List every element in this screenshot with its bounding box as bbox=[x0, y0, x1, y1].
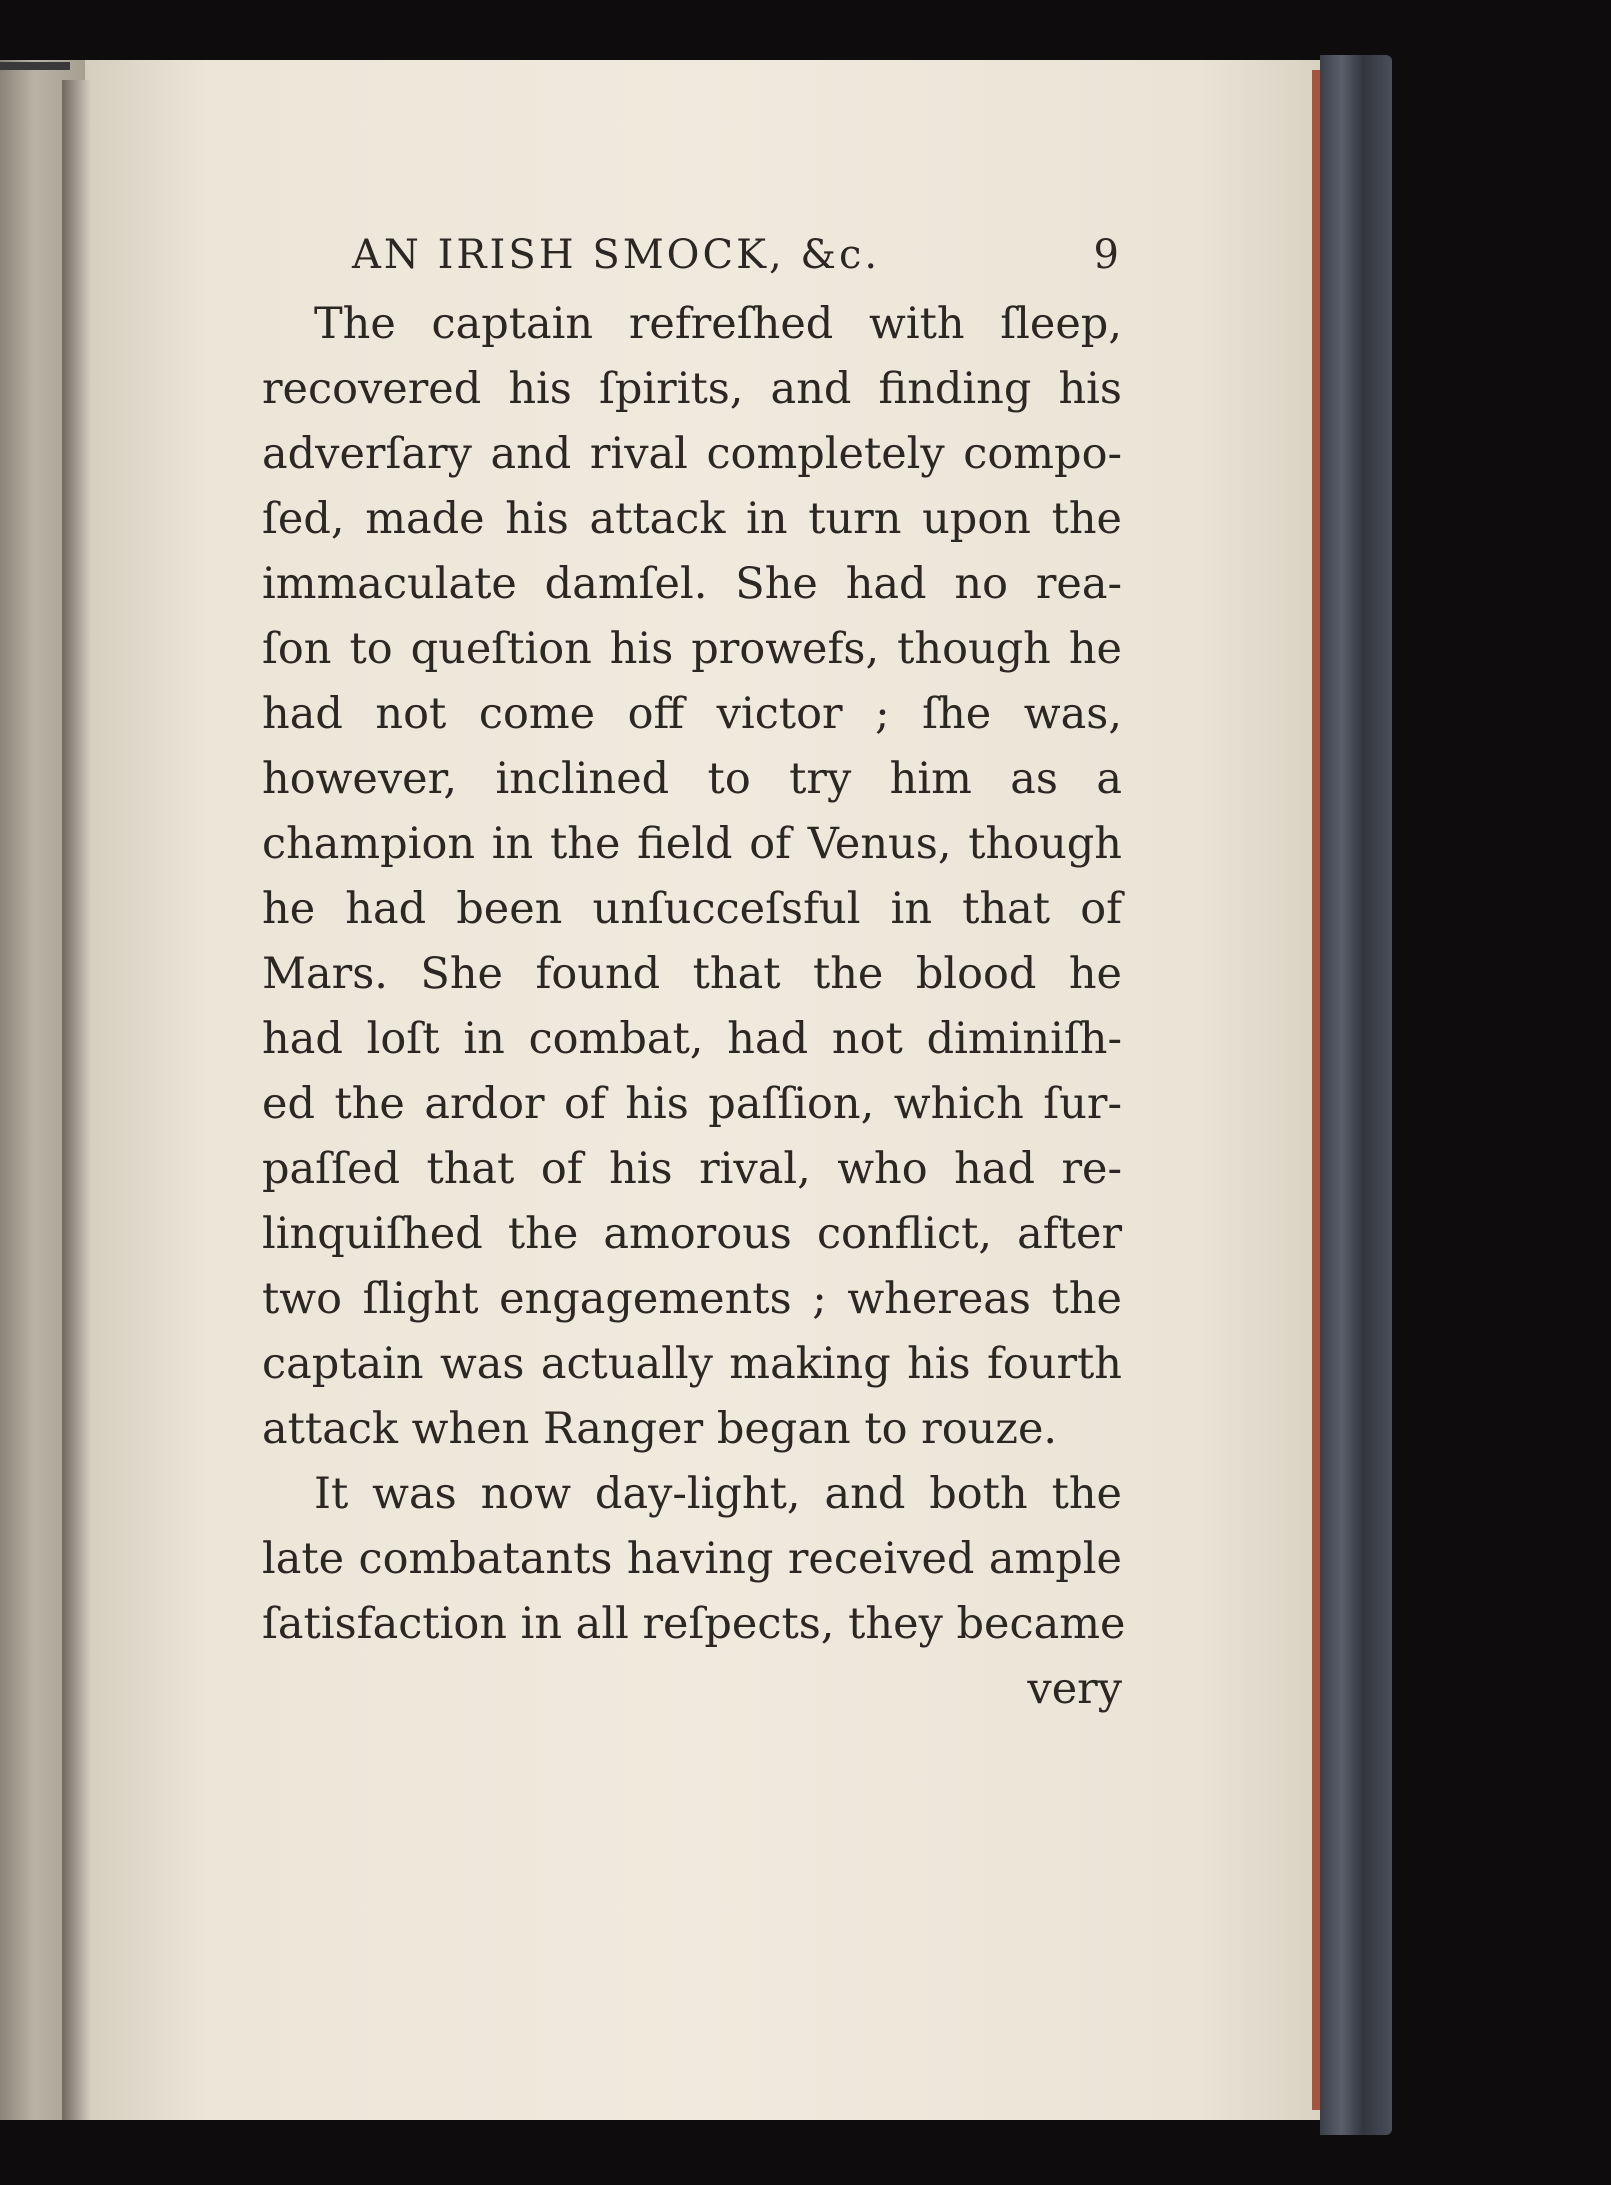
page-number: 9 bbox=[1093, 232, 1122, 278]
text-line: ſatisfaction in all reſpects, they became bbox=[262, 1599, 1126, 1649]
text-line: late combatants having received ample bbox=[262, 1534, 1122, 1584]
left-page-edge bbox=[0, 62, 70, 70]
text-line: immaculate damſel. She had no rea- bbox=[262, 559, 1122, 609]
text-line: recovered his ſpirits, and finding his bbox=[262, 364, 1122, 414]
text-line: ed the ardor of his paſſion, which ſur- bbox=[262, 1079, 1122, 1129]
text-line: champion in the field of Venus, though bbox=[262, 819, 1122, 869]
text-line: The captain refreſhed with ſleep, bbox=[314, 299, 1122, 349]
text-line: had not come off victor ; ſhe was, bbox=[262, 689, 1122, 739]
running-head-title: AN IRISH SMOCK, &c. bbox=[352, 232, 881, 278]
text-line: linquiſhed the amorous conflict, after bbox=[262, 1209, 1122, 1259]
text-line: It was now day-light, and both the bbox=[314, 1469, 1122, 1519]
book-gutter bbox=[62, 80, 92, 2120]
text-line: ſon to queſtion his prowefs, though he bbox=[262, 624, 1122, 674]
text-line: captain was actually making his fourth bbox=[262, 1339, 1122, 1389]
page-text bbox=[262, 220, 1126, 1722]
text-line: adverſary and rival completely compo- bbox=[262, 429, 1122, 479]
text-line: attack when Ranger began to rouze. bbox=[262, 1404, 1058, 1454]
book-cover-board bbox=[1320, 55, 1392, 2135]
running-head bbox=[262, 220, 1122, 290]
text-line: Mars. She found that the blood he bbox=[262, 949, 1122, 999]
text-line: paſſed that of his rival, who had re- bbox=[262, 1144, 1122, 1194]
text-line: had loſt in combat, had not diminiſh- bbox=[262, 1014, 1122, 1064]
text-line: ſed, made his attack in turn upon the bbox=[262, 494, 1122, 544]
text-line: he had been unſucceſsful in that of bbox=[262, 884, 1122, 934]
catchword: very bbox=[1027, 1664, 1122, 1714]
text-line: however, inclined to try him as a bbox=[262, 754, 1122, 804]
page-edge bbox=[1312, 70, 1320, 2110]
text-line: two ſlight engagements ; whereas the bbox=[262, 1274, 1122, 1324]
